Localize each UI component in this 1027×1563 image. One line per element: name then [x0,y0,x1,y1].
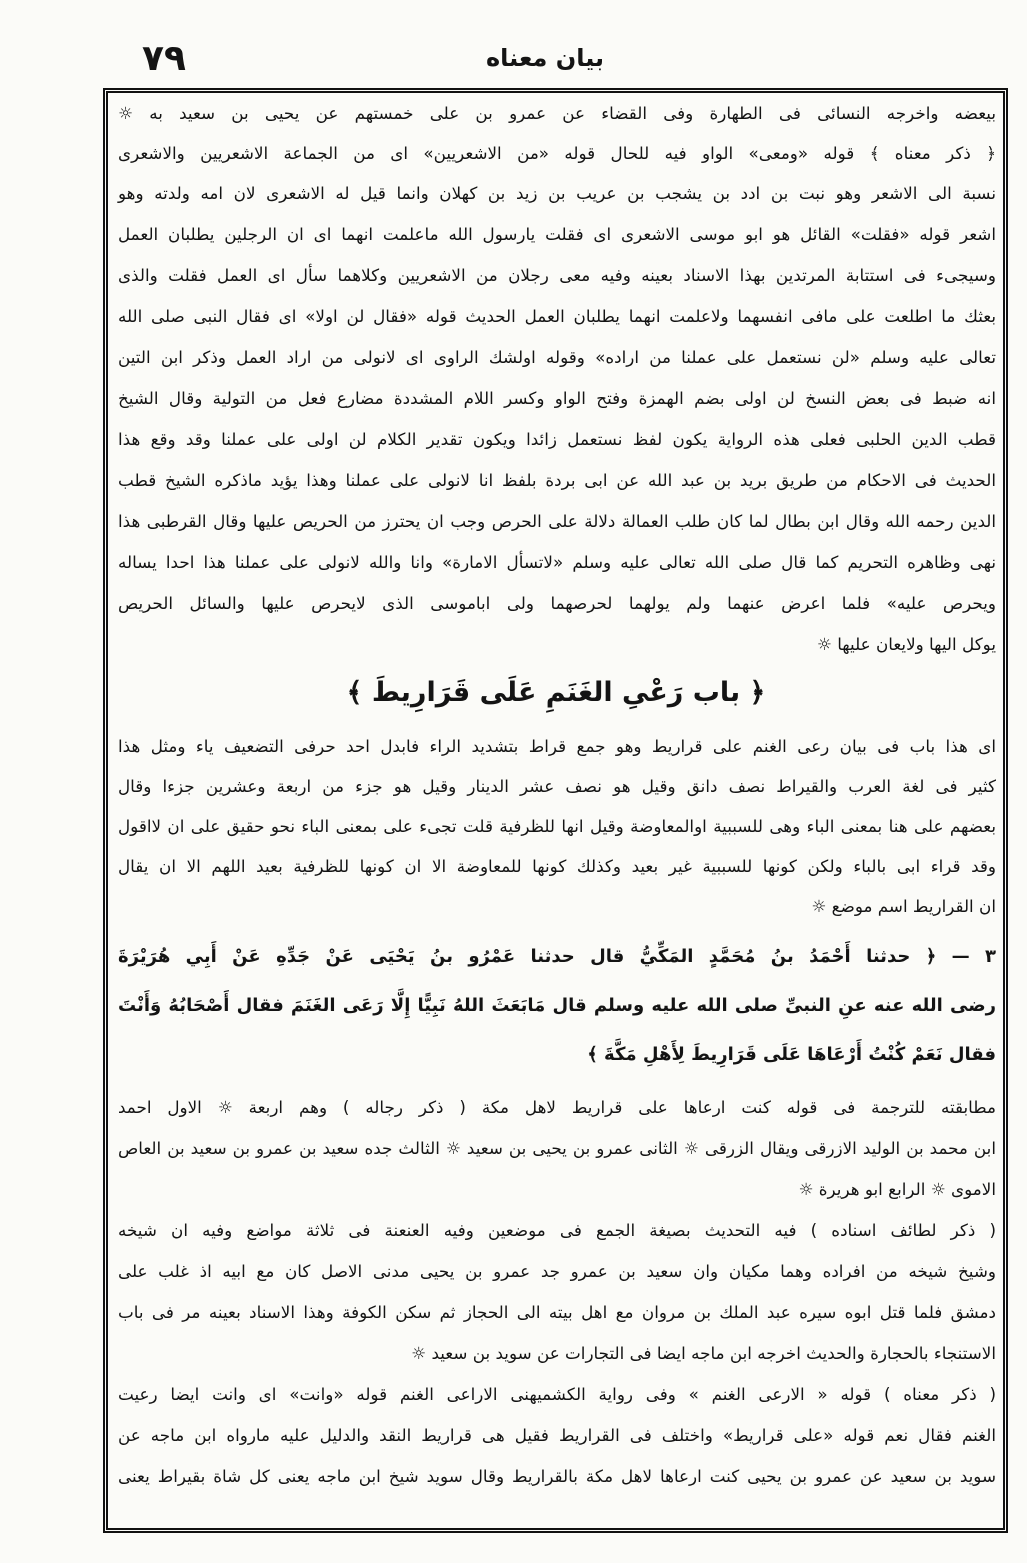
commentary-line [116,543,996,581]
hadith-line [116,935,996,979]
commentary-line [116,1457,996,1495]
commentary-line [116,1211,996,1249]
chapter-commentary-line [116,767,996,805]
hadith-line-text: ٣ — ﴿ حدثنا أَحْمَدُ بنُ مُحَمَّدٍ المَكِّيُّ قال حدثنا عَمْرُو بنُ يَحْيَى عَنْ جَدِّهِ عَنْ أَبِي هُرَيْرَةَ [118,946,996,967]
commentary-line [116,134,996,172]
chapter-title-text: ﴿ باب رَعْىِ الغَنَمِ عَلَى قَرَارِيطَ ﴾ [346,677,766,708]
commentary-line [116,461,996,499]
commentary-line [116,502,996,540]
commentary-line-text: بعثك ما اطلعت على مافى انفسهما ولاعلمت انهما يطلبان العمل الحديث قوله «فقال لن اولا» اى فقال النبى صلى الله [118,306,996,326]
commentary-line-text: الاستنجاء بالحجارة والحديث اخرجه ابن ماجه ايضا فى التجارات عن سويد بن سعيد ☼ [411,1343,996,1363]
commentary-line [116,338,996,376]
chapter-commentary-line [116,847,996,885]
commentary-line-text: نهى وظاهره التحريم كما قال صلى الله تعالى عليه وسلم «لاتسأل الامارة» وانا والله لانولى على عملنا هذا احدا يساله [118,552,996,572]
commentary-line [116,94,996,132]
chapter-commentary-text: اى هذا باب فى بيان رعى الغنم على قراريط وهو جمع قراط بتشديد الراء فابدل احد حرفى التضعيف ياء ومثل هذا [118,736,996,756]
commentary-line-text: وسيجىء فى استتابة المرتدين بهذا الاسناد بعينه وفيه معى رجلان من الاشعريين وكلاهما سأل اى العمل فقلت والذى [118,265,996,285]
hadith-line-text: رضى الله عنه عنِ النبىِّ صلى الله عليه وسلم قال مَابَعَثَ اللهُ نَبِيًّا إِلَّا رَعَى الغَنَمَ فقال أَصْحَابُهُ وَأَنْتَ [118,995,996,1016]
commentary-line-text: دمشق فلما قتل ابوه سيره عبد الملك بن مروان مع اهل بيته الى الحجاز ثم سكن الكوفة وهذا الاسناد بعينه مر فى باب [118,1302,996,1322]
commentary-line [116,174,996,212]
commentary-line [116,379,996,417]
hadith-line [116,1033,996,1077]
commentary-line-text: الحديث فى الاحكام من طريق بريد بن عبد الله عن ابى بردة بلفظ انا لانولى على عملنا وهذا يؤيد ماذكره الشيخ قطب [118,470,996,490]
commentary-line [116,1129,996,1167]
chapter-commentary-line [116,807,996,845]
commentary-line [116,625,996,663]
commentary-line-text: قطب الدين الحلبى فعلى هذه الرواية يكون لفظ نستعمل زائدا ويكون تقدير الكلام لن اولى على عملنا وقد وقع هذا [118,429,996,449]
chapter-commentary-text: كثير فى لغة العرب والقيراط نصف دانق وقيل هو نصف عشر الدينار وقيل هو جزء من اربعة وعشرين جزءا وقال [118,776,996,796]
commentary-line-text: ويحرص عليه» فلما اعرض عنهما ولم يولهما لحرصهما ولى اباموسى الذى لايحرص عليها والسائل الحريص [118,593,996,613]
commentary-line [116,420,996,458]
commentary-line [116,1252,996,1290]
commentary-line-text: انه ضبط فى بعض النسخ لن اولى بضم الهمزة وفتح الواو وكسر اللام المشددة مضارع فعل من التولية وقال الشيخ [118,388,996,408]
commentary-line-text: نسبة الى الاشعر وهو نبت بن ادد بن يشجب بن عريب بن زيد بن كهلان وانما قيل له الاشعرى لان امه ولدته وهو [118,183,996,203]
commentary-line-text: الاموى ☼ الرابع ابو هريرة ☼ [798,1179,996,1199]
hadith-line [116,984,996,1028]
commentary-line-text: مطابقته للترجمة فى قوله كنت ارعاها على قراريط لاهل مكة ( ذكر رجاله ) وهم اربعة ☼ الاول احمد [118,1097,996,1117]
commentary-line-text: ( ذكر لطائف اسناده ) فيه التحديث بصيغة الجمع فى موضعين وفيه العنعنة فى ثلاثة مواضع وفيه ان شيخه [118,1220,996,1240]
chapter-title [116,672,996,714]
commentary-line-text: ( ذكر معناه ) قوله « الارعى الغنم » وفى رواية الكشميهنى الاراعى الغنم قوله «وانت» اى وانت ايضا رعيت [118,1384,996,1404]
commentary-line [116,1170,996,1208]
chapter-commentary-text: ان القراريط اسم موضع ☼ [811,896,996,916]
chapter-commentary-text: وقد قراء ابى بالباء ولكن كونها للسببية غير بعيد وكذلك كونها للمعاوضة الا ان كونها للظرفية بعيد اللهم الا ان يقال [118,856,996,876]
commentary-line [116,584,996,622]
chapter-commentary-text: بعضهم على هنا بمعنى الباء وهى للسببية اوالمعاوضة وقيل انها للظرفية قلت تجىء على بمعنى الباء نحو حقيق على ان لااقول [118,816,996,836]
commentary-line-text: تعالى عليه وسلم «لن نستعمل على عملنا من اراده» وقوله اولشك الراوى اى لانولى من اراد العمل وذكر ابن التين [118,347,996,367]
commentary-line [116,1293,996,1331]
commentary-line [116,1375,996,1413]
commentary-line [116,297,996,335]
page-number: ٧٩ [142,38,186,79]
commentary-line-text: وشيخ شيخه من افراده وهما مكيان وان سعيد بن عمرو جد عمرو بن يحيى مدنى الاصل كان مع ابيه اذ غلب على [118,1261,996,1281]
running-title: بيان معناه [485,44,605,72]
chapter-commentary-line [116,727,996,765]
chapter-commentary-line [116,887,996,925]
hadith-line-text: فقال نَعَمْ كُنْتُ أَرْعَاهَا عَلَى قَرَارِيطَ لِأَهْلِ مَكَّةَ ﴾ [587,1044,996,1065]
commentary-line-text: اشعر قوله «فقلت» القائل هو ابو موسى الاشعرى اى فقلت يارسول الله ماعلمت انهما اى ان الرجلين يطلبان العمل [118,224,996,244]
commentary-line-text: سويد بن سعيد عن عمرو بن يحيى كنت ارعاها لاهل مكة بالقراريط وقال سويد شيخ ابن ماجه يعنى كل شاة بقيراط يعنى [118,1466,996,1486]
commentary-line-text: يوكل اليها ولايعان عليها ☼ [816,634,996,654]
commentary-line-text: الغنم فقال نعم قوله «على قراريط» واختلف فى القراريط فقيل هى قراريط النقد والدليل عليه مارواه ابن ماجه عن [118,1425,996,1445]
commentary-line-text: ابن محمد بن الوليد الازرقى ويقال الزرقى ☼ الثانى عمرو بن يحيى بن سعيد ☼ الثالث جده سعيد بن عمرو بن سعيد بن العاص [118,1138,996,1158]
commentary-line-text: الدين رحمه الله وقال ابن بطال لما كان طلب العمالة دلالة على الحرص وجب ان يحترز من الحريص عليها وقال القرطبى هذا [118,511,996,531]
commentary-line [116,1416,996,1454]
commentary-line [116,256,996,294]
commentary-line [116,215,996,253]
commentary-line [116,1088,996,1126]
commentary-line-text: ﴿ ذكر معناه ﴾ قوله «ومعى» الواو فيه للحال قوله «من الاشعريين» اى من الجماعة الاشعريين والاشعرى [118,143,996,163]
commentary-line-text: بيعضه واخرجه النسائى فى الطهارة وفى القضاء عن عمرو بن على خمستهم عن يحيى بن سعيد به ☼ [118,103,996,123]
commentary-line [116,1334,996,1372]
